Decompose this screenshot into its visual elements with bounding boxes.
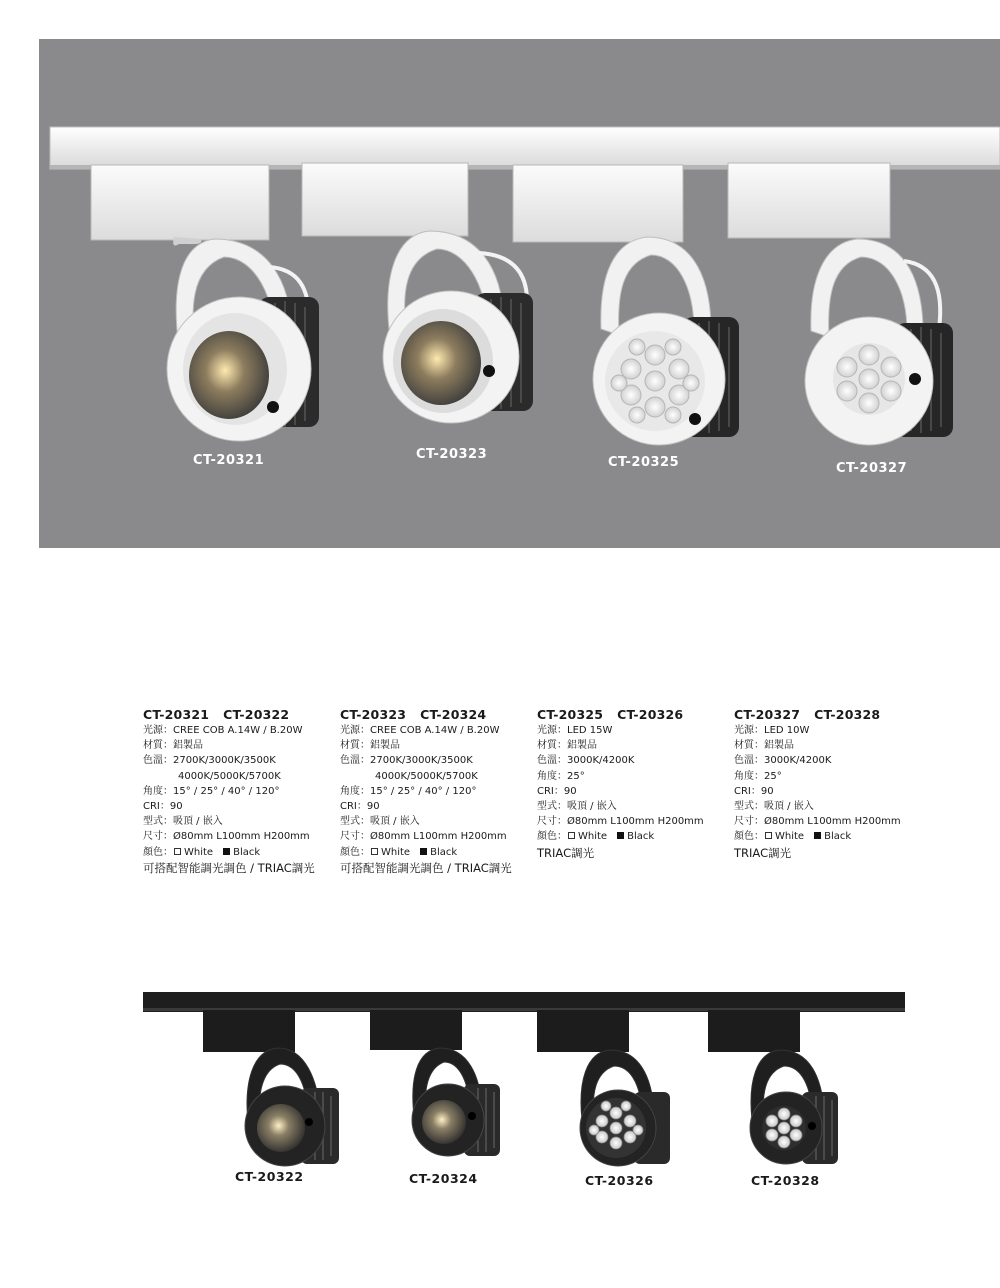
spec-mount: 型式：吸頂 / 嵌入 — [734, 801, 814, 813]
top-model-label-4: CT-20327 — [836, 461, 908, 476]
spec-column-1 — [143, 707, 343, 877]
spec-size: 尺寸：Ø80mm L100mm H200mm — [143, 831, 310, 843]
spec-color-temp-2: 4000K/5000K/5700K — [375, 770, 478, 782]
spec-angle: 角度：25° — [734, 770, 782, 782]
spec-color-temp: 色溫：3000K/4200K — [734, 755, 832, 767]
spec-source: 光源：LED 10W — [734, 725, 810, 736]
spec-column-2 — [340, 707, 540, 877]
spec-size: 尺寸：Ø80mm L100mm H200mm — [340, 831, 507, 843]
bottom-model-label-4: CT-20328 — [751, 1173, 820, 1188]
white-swatch-icon — [568, 832, 575, 839]
spec-note: TRIAC調光 — [537, 845, 595, 860]
top-product-photo — [39, 39, 1000, 548]
spec-note: 可搭配智能調光調色 / TRIAC調光 — [143, 860, 315, 875]
spec-color-temp: 色溫：2700K/3000K/3500K — [143, 755, 276, 767]
spec-cri: CRI：90 — [143, 801, 183, 813]
spec-angle: 角度：25° — [537, 770, 585, 782]
fixture-ct-20322 — [203, 1010, 339, 1166]
spec-header: CT-20325 CT-20326 — [537, 707, 684, 722]
spec-source: 光源：CREE COB A.14W / B.20W — [143, 725, 303, 736]
spec-material: 材質：鋁製品 — [143, 740, 203, 752]
spec-mount: 型式：吸頂 / 嵌入 — [537, 801, 617, 813]
spec-color-temp-2: 4000K/5000K/5700K — [178, 770, 281, 782]
spec-material: 材質：鋁製品 — [340, 740, 400, 752]
black-swatch-icon — [420, 848, 427, 855]
spec-material: 材質：鋁製品 — [537, 740, 597, 752]
spec-size: 尺寸：Ø80mm L100mm H200mm — [734, 816, 901, 828]
spec-source: 光源：LED 15W — [537, 725, 613, 736]
fixture-ct-20321 — [91, 165, 319, 441]
spec-mount: 型式：吸頂 / 嵌入 — [143, 816, 223, 828]
spec-cri: CRI：90 — [537, 785, 577, 797]
spec-source: 光源：CREE COB A.14W / B.20W — [340, 725, 500, 736]
black-track-lights-illustration — [140, 988, 910, 1198]
spec-column-3 — [537, 707, 737, 862]
spec-cri: CRI：90 — [734, 785, 774, 797]
spec-color-temp: 色溫：2700K/3000K/3500K — [340, 755, 473, 767]
top-model-label-1: CT-20321 — [193, 453, 265, 468]
bottom-model-label-1: CT-20322 — [235, 1169, 304, 1184]
spec-material: 材質：鋁製品 — [734, 740, 794, 752]
spec-color-temp: 色溫：3000K/4200K — [537, 755, 635, 767]
fixture-ct-20328 — [708, 1010, 838, 1164]
spec-color-options: 顏色： White Black — [340, 846, 458, 858]
spec-cri: CRI：90 — [340, 801, 380, 813]
spec-header: CT-20321 CT-20322 — [143, 707, 290, 722]
top-model-label-3: CT-20325 — [608, 455, 680, 470]
spec-header: CT-20327 CT-20328 — [734, 707, 881, 722]
bottom-product-photo — [140, 988, 910, 1198]
spec-note: 可搭配智能調光調色 / TRIAC調光 — [340, 860, 512, 875]
white-swatch-icon — [371, 848, 378, 855]
spec-angle: 角度：15° / 25° / 40° / 120° — [143, 785, 280, 797]
spec-mount: 型式：吸頂 / 嵌入 — [340, 816, 420, 828]
top-model-label-2: CT-20323 — [416, 447, 488, 462]
fixture-ct-20325 — [513, 165, 739, 445]
fixture-ct-20323 — [302, 163, 533, 423]
black-swatch-icon — [223, 848, 230, 855]
spec-column-4 — [734, 707, 934, 862]
white-swatch-icon — [174, 848, 181, 855]
bottom-model-label-3: CT-20326 — [585, 1173, 654, 1188]
spec-size: 尺寸：Ø80mm L100mm H200mm — [537, 816, 704, 828]
black-swatch-icon — [617, 832, 624, 839]
fixture-ct-20324 — [370, 1010, 500, 1156]
bottom-model-label-2: CT-20324 — [409, 1171, 478, 1186]
spec-note: TRIAC調光 — [734, 845, 792, 860]
spec-color-options: 顏色： White Black — [734, 831, 852, 843]
spec-angle: 角度：15° / 25° / 40° / 120° — [340, 785, 477, 797]
spec-color-options: 顏色： White Black — [537, 831, 655, 843]
fixture-ct-20327 — [728, 163, 953, 445]
black-swatch-icon — [814, 832, 821, 839]
fixture-ct-20326 — [537, 1010, 670, 1166]
spec-header: CT-20323 CT-20324 — [340, 707, 487, 722]
spec-color-options: 顏色： White Black — [143, 846, 261, 858]
white-swatch-icon — [765, 832, 772, 839]
